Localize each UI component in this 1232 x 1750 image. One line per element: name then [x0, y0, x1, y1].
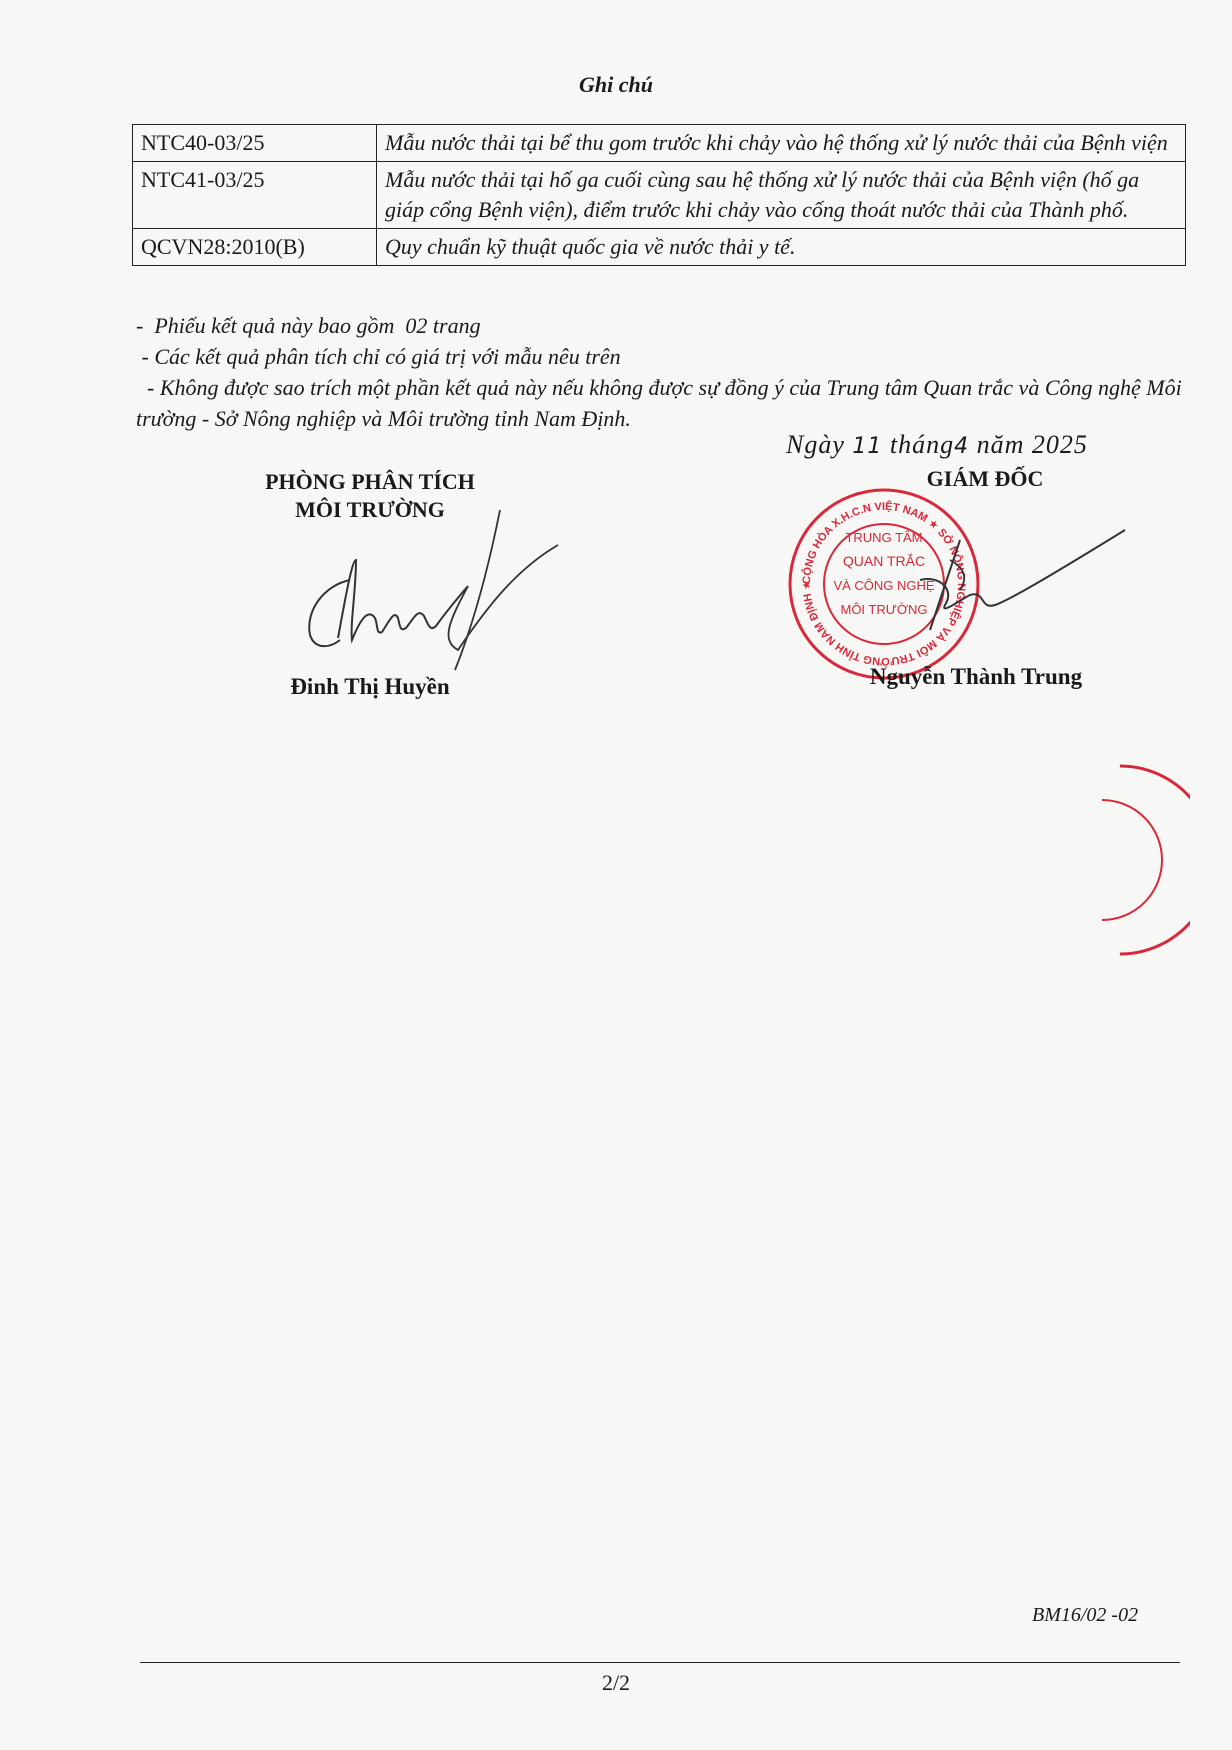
date-month-word: tháng	[889, 430, 955, 459]
date-year-word: năm	[976, 430, 1025, 459]
issue-date	[786, 430, 1088, 460]
department-line1: PHÒNG PHÂN TÍCH	[265, 469, 475, 494]
remark-item: - Các kết quả phân tích chỉ có giá trị với mẫu nêu trên	[136, 344, 621, 369]
svg-text:CỘNG HÒA X.H.C.N VIỆT NAM ★ SỞ: CỘNG HÒA X.H.C.N VIỆT NAM ★ SỞ NÔNG NGHIỆP VÀ MÔI TRƯỜNG TỈNH NAM ĐỊNH ★	[800, 500, 968, 668]
notes-table	[132, 124, 1186, 266]
date-prefix: Ngày	[786, 430, 845, 459]
table-row	[133, 162, 1186, 229]
svg-text:VÀ CÔNG NGHỆ: VÀ CÔNG NGHỆ	[833, 578, 935, 593]
remark-item: - Không được sao trích một phần kết quả này nếu không được sự đồng ý của Trung tâm Quan trắc và Công nghệ Môi trường - Sở Nông nghiệp và Môi trường tỉnh Nam Định.	[136, 375, 1188, 431]
page-number: 2/2	[601, 1670, 631, 1695]
date-month: 4	[954, 434, 970, 459]
sample-code: NTC40-03/25	[133, 125, 377, 162]
notes-title: Ghi chú	[579, 72, 653, 97]
edge-stamp-icon	[1090, 760, 1190, 960]
sample-code: NTC41-03/25	[133, 162, 377, 229]
footer-divider	[140, 1662, 1180, 1663]
remark-item: - Phiếu kết quả này bao gồm 02 trang	[136, 313, 481, 338]
svg-text:QUAN TRẮC: QUAN TRẮC	[842, 553, 926, 569]
standard-description: Quy chuẩn kỹ thuật quốc gia về nước thải y tế.	[377, 229, 1186, 266]
table-row	[133, 229, 1186, 266]
svg-text:TRUNG TÂM: TRUNG TÂM	[845, 530, 923, 545]
table-row	[133, 125, 1186, 162]
form-code: BM16/02 -02	[1032, 1604, 1139, 1626]
standard-code: QCVN28:2010(B)	[133, 229, 377, 266]
department-line2: MÔI TRƯỜNG	[295, 497, 445, 522]
signer-left-name: Đinh Thị Huyền	[290, 674, 450, 699]
sample-description: Mẫu nước thải tại bể thu gom trước khi chảy vào hệ thống xử lý nước thải của Bệnh viện	[377, 125, 1186, 162]
signature-right-icon	[900, 520, 1130, 640]
remarks-list	[136, 310, 1196, 434]
date-day: 11	[852, 434, 883, 459]
date-year: 2025	[1031, 430, 1088, 459]
svg-text:MÔI TRƯỜNG: MÔI TRƯỜNG	[840, 602, 928, 617]
director-heading: GIÁM ĐỐC	[926, 466, 1044, 491]
signature-left-icon	[290, 500, 570, 680]
sample-description: Mẫu nước thải tại hố ga cuối cùng sau hệ thống xử lý nước thải của Bệnh viện (hố ga giáp cổng Bệnh viện), điểm trước khi chảy vào cống thoát nước thải của Thành phố.	[377, 162, 1186, 229]
signer-right-name: Nguyễn Thành Trung	[869, 664, 1083, 689]
